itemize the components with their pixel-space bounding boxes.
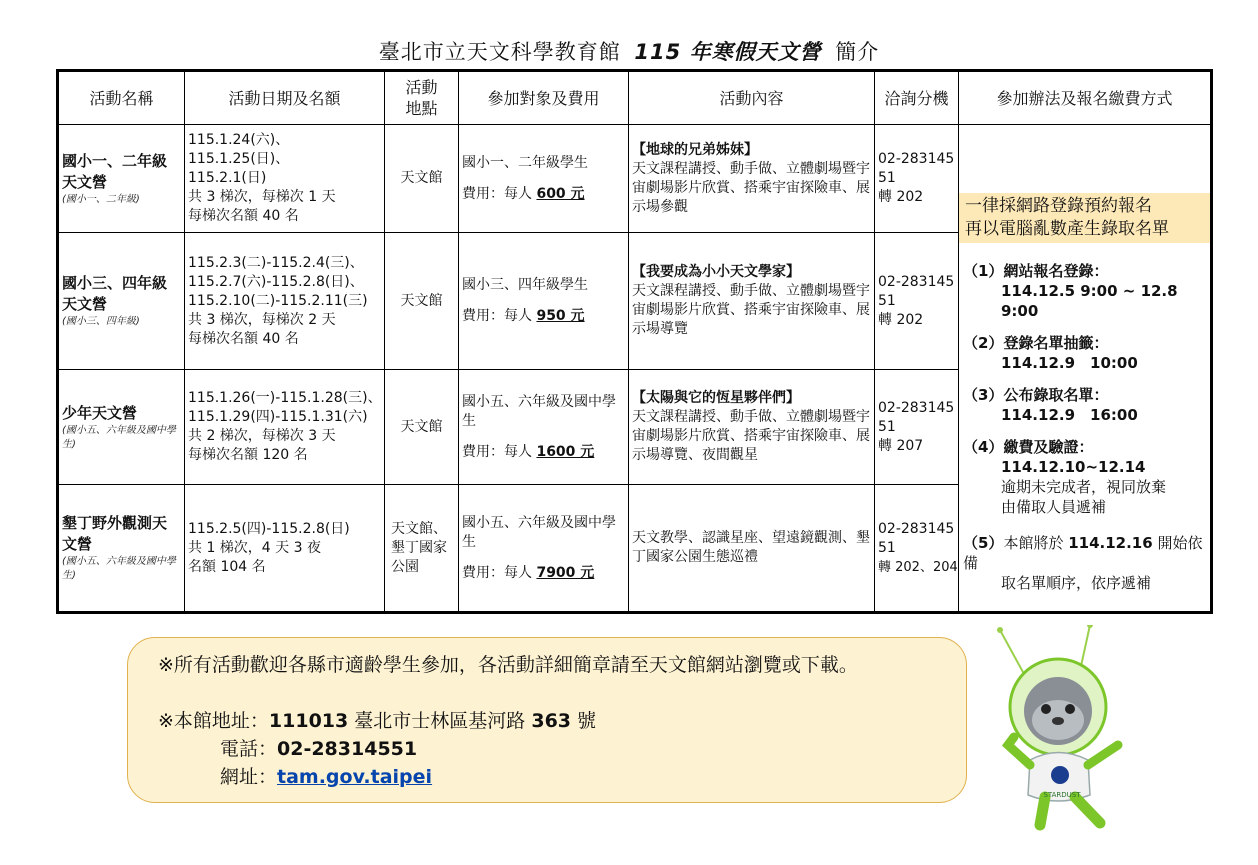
date-line: 每梯次名額 120 名 [188, 447, 308, 463]
step-number: （4） [963, 438, 1004, 456]
header-registration: 參加辦法及報名繳費方式 [959, 71, 1212, 125]
registration-step-4 [963, 437, 1206, 517]
date-line: 共 2 梯次，每梯次 3 天 [188, 428, 336, 444]
dates-cell [185, 125, 385, 233]
astronaut-mascot-icon [990, 625, 1140, 835]
website-link[interactable]: tam.gov.taipei [277, 766, 433, 788]
extension-cell [875, 125, 959, 233]
date-line: 115.2.1(日) [188, 170, 267, 186]
registration-step-5 [963, 533, 1206, 593]
content-title: 【地球的兄弟姊妹】 [632, 141, 758, 158]
content-title: 【太陽與它的恆星夥伴們】 [632, 390, 800, 406]
registration-highlight [959, 193, 1210, 243]
fee-amount: 950 元 [536, 308, 585, 324]
registration-step-3 [963, 385, 1206, 425]
mascot-badge-text: STARDUST [1043, 791, 1081, 799]
title-emphasis: 115 年寒假天文營 [634, 40, 822, 64]
address-number: 363 [531, 710, 572, 732]
date-line: 115.1.26(一)-115.1.28(三)、 [188, 390, 382, 406]
dates-cell [185, 233, 385, 370]
title-prefix: 臺北市立天文科學教育館 [378, 40, 621, 64]
info-notice: ※所有活動歡迎各縣市適齡學生參加，各活動詳細簡章請至天文館網站瀏覽或下載。 [158, 654, 858, 676]
header-place: 活動地點 [385, 71, 459, 125]
place-cell: 天文館、墾丁國家公園 [385, 485, 459, 613]
phone-number: 02-28314551 [277, 738, 418, 760]
activity-name-cell [58, 233, 185, 370]
step-text: 取名單順序，依序遞補 [1001, 574, 1152, 592]
activity-subtitle: (國小五、六年級及國中學生) [62, 424, 176, 450]
activity-name-cell [58, 370, 185, 485]
date-line: 115.2.10(二)-115.2.11(三) [188, 292, 368, 309]
extension-text: 轉 202 [878, 311, 924, 328]
content-title: 【我要成為小小天文學家】 [632, 264, 800, 280]
date-line: 115.1.24(六)、115.1.25(日)、 [188, 132, 290, 167]
phone-text: 02-28314551 [878, 151, 955, 186]
activity-name: 國小三、四年級天文營 [62, 274, 168, 313]
step-date: 114.12.16 [1068, 534, 1153, 552]
fee-label: 費用：每人 [462, 443, 537, 460]
fee-amount: 600 元 [536, 185, 585, 202]
date-line: 共 1 梯次，4 天 3 夜 [188, 539, 321, 556]
step-value: 114.12.9 16:00 [1001, 406, 1138, 424]
date-line: 每梯次名額 40 名 [188, 208, 299, 224]
step-note: 逾期未完成者，視同放棄 [1001, 478, 1167, 496]
dates-cell [185, 370, 385, 485]
phone-text: 02-28314551 [878, 520, 955, 556]
fee-line [462, 443, 625, 462]
target-fee-cell [459, 485, 629, 613]
address-street: 臺北市士林區基河路 [348, 710, 532, 732]
phone-line [220, 736, 417, 762]
target-text: 國小三、四年級學生 [462, 277, 588, 293]
fee-line [462, 564, 625, 583]
date-line: 共 3 梯次，每梯次 1 天 [188, 189, 336, 205]
activity-subtitle: (國小一、二年級) [62, 193, 140, 205]
step-number: （2） [963, 334, 1004, 352]
step-number: （3） [963, 386, 1004, 404]
step-text: 開始依備 [963, 534, 1203, 572]
header-target-fee: 參加對象及費用 [459, 71, 629, 125]
activity-name-cell [58, 485, 185, 613]
step-value: 114.12.10~12.14 [1001, 458, 1146, 476]
content-cell [629, 485, 875, 613]
content-cell [629, 370, 875, 485]
content-text: 天文課程講授、動手做、立體劇場暨宇宙劇場影片欣賞、搭乘宇宙探險車、展示場參觀 [632, 160, 870, 215]
highlight-line-2: 再以電腦亂數產生錄取名單 [965, 219, 1169, 239]
step-number: （1） [963, 262, 1004, 280]
step-label: 繳費及驗證： [1003, 438, 1094, 456]
date-line: 共 3 梯次，每梯次 2 天 [188, 311, 336, 328]
step-number: （5） [963, 534, 1004, 552]
step-label: 登錄名單抽籤： [1003, 334, 1109, 352]
title-suffix: 簡介 [835, 40, 880, 64]
website-line [220, 764, 432, 790]
content-text: 天文課程講授、動手做、立體劇場暨宇宙劇場影片欣賞、搭乘宇宙探險車、展示場導覽、夜間觀星 [632, 409, 870, 463]
step-label: 網站報名登錄： [1003, 262, 1109, 280]
step-value: 114.12.9 10:00 [1001, 354, 1138, 372]
fee-line [462, 185, 625, 204]
date-line: 名額 104 名 [188, 558, 266, 575]
date-line: 115.2.5(四)-115.2.8(日) [188, 520, 350, 537]
phone-label: 電話： [220, 738, 278, 760]
step-text: 本館將於 [1003, 534, 1069, 552]
extension-text: 轉 202、204 [878, 559, 958, 575]
target-text: 國小五、六年級及國中學生 [462, 393, 616, 429]
extension-cell [875, 485, 959, 613]
phone-text: 02-28314551 [878, 273, 955, 309]
target-fee-cell [459, 370, 629, 485]
fee-line [462, 307, 625, 326]
extension-cell [875, 233, 959, 370]
target-fee-cell [459, 125, 629, 233]
place-cell: 天文館 [385, 125, 459, 233]
registration-cell [959, 125, 1212, 613]
date-line: 每梯次名額 40 名 [188, 330, 299, 347]
registration-step-2 [963, 333, 1206, 373]
activity-name-cell [58, 125, 185, 233]
website-label: 網址： [220, 766, 278, 788]
activity-subtitle: (國小五、六年級及國中學生) [62, 556, 176, 581]
address-zip: 111013 [268, 710, 349, 732]
content-cell [629, 233, 875, 370]
highlight-line-1: 一律採網路登錄預約報名 [965, 196, 1152, 216]
target-text: 國小一、二年級學生 [462, 154, 588, 171]
extension-text: 轉 207 [878, 437, 924, 454]
date-line: 115.1.29(四)-115.1.31(六) [188, 409, 368, 425]
dates-cell [185, 485, 385, 613]
target-fee-cell [459, 233, 629, 370]
page-title [0, 36, 1258, 66]
fee-amount: 7900 元 [536, 564, 595, 581]
fee-amount: 1600 元 [536, 443, 595, 460]
target-text: 國小五、六年級及國中學生 [462, 514, 616, 550]
table-header-row [58, 71, 1212, 125]
extension-cell [875, 370, 959, 485]
header-content: 活動內容 [629, 71, 875, 125]
fee-label: 費用：每人 [462, 564, 537, 581]
activity-subtitle: (國小三、四年級) [62, 316, 140, 327]
step-value: 114.12.5 9:00 ~ 12.8 9:00 [1001, 282, 1178, 320]
activity-name: 少年天文營 [62, 403, 138, 422]
content-text: 天文教學、認識星座、望遠鏡觀測、墾丁國家公園生態巡禮 [632, 530, 870, 565]
phone-text: 02-28314551 [878, 399, 955, 435]
header-extension: 洽詢分機 [875, 71, 959, 125]
address-suffix: 號 [571, 710, 597, 732]
header-activity-name: 活動名稱 [58, 71, 185, 125]
step-label: 公布錄取名單： [1003, 386, 1109, 404]
table-row [58, 125, 1212, 233]
info-box [127, 637, 967, 803]
content-text: 天文課程講授、動手做、立體劇場暨宇宙劇場影片欣賞、搭乘宇宙探險車、展示場導覽 [632, 283, 870, 337]
content-cell [629, 125, 875, 233]
place-cell: 天文館 [385, 233, 459, 370]
extension-text: 轉 202 [878, 189, 924, 205]
activity-name: 國小一、二年級天文營 [62, 151, 168, 191]
place-cell: 天文館 [385, 370, 459, 485]
camp-table [56, 69, 1213, 614]
date-line: 115.2.7(六)-115.2.8(日)、 [188, 273, 364, 290]
address-label: ※本館地址： [158, 710, 269, 732]
fee-label: 費用：每人 [462, 185, 537, 202]
address-line [158, 708, 596, 734]
registration-step-1 [963, 261, 1206, 321]
fee-label: 費用：每人 [462, 308, 537, 324]
header-dates: 活動日期及名額 [185, 71, 385, 125]
step-note: 由備取人員遞補 [1001, 498, 1107, 516]
date-line: 115.2.3(二)-115.2.4(三)、 [188, 254, 364, 271]
activity-name: 墾丁野外觀測天文營 [62, 514, 168, 553]
